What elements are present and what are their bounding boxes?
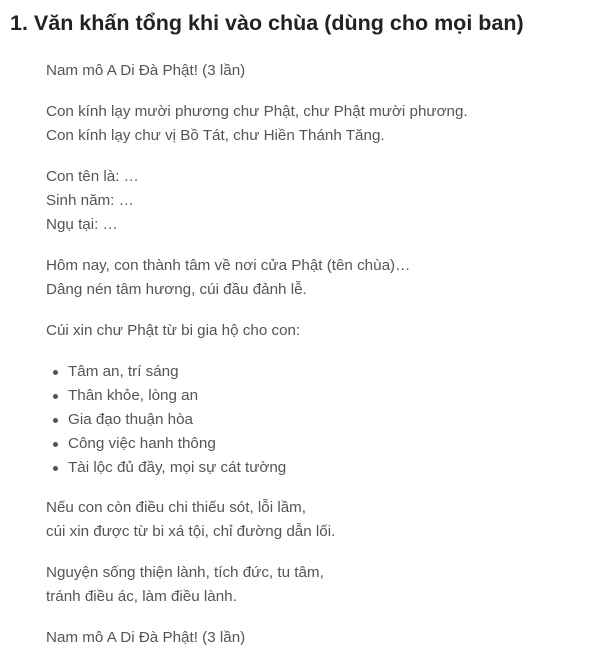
prayer-body	[46, 59, 576, 667]
today-line: Hôm nay, con thành tâm về nơi cửa Phật (tên chùa)…	[46, 257, 411, 274]
bullet-icon	[53, 370, 58, 375]
request-line: Cúi xin chư Phật từ bi gia hộ cho con:	[46, 322, 301, 339]
vow-line: Nguyện sống thiện lành, tích đức, tu tâm,	[46, 564, 324, 581]
bullet-icon	[53, 442, 58, 447]
respect-line: Con kính lạy mười phương chư Phật, chư Phật mười phương.	[46, 103, 468, 120]
wish-text: Công việc hanh thông	[68, 435, 216, 452]
forgiveness-line: Nếu con còn điều chi thiếu sót, lỗi lầm,	[46, 499, 307, 516]
wish-text: Gia đạo thuận hòa	[68, 411, 193, 428]
wish-text: Thân khỏe, lòng an	[68, 387, 199, 404]
list-item	[68, 432, 576, 456]
list-item	[68, 384, 576, 408]
page-title: 1. Văn khấn tổng khi vào chùa (dùng cho mọi ban)	[10, 11, 524, 35]
identity-paragraph	[46, 165, 576, 237]
request-paragraph	[46, 319, 576, 343]
today-line: Dâng nén tâm hương, cúi đầu đảnh lễ.	[46, 281, 307, 298]
identity-name-line: Con tên là: …	[46, 168, 139, 185]
today-paragraph	[46, 254, 576, 302]
list-item	[68, 408, 576, 432]
bullet-icon	[53, 466, 58, 471]
closing-line: Nam mô A Di Đà Phật! (3 lần)	[46, 629, 246, 646]
wish-text: Tâm an, trí sáng	[68, 363, 179, 380]
identity-address-line: Ngụ tại: …	[46, 216, 118, 233]
list-item	[68, 456, 576, 480]
respect-paragraph	[46, 100, 576, 148]
opening-line: Nam mô A Di Đà Phật! (3 lần)	[46, 62, 246, 79]
respect-line: Con kính lạy chư vị Bồ Tát, chư Hiền Thánh Tăng.	[46, 127, 385, 144]
opening-invocation	[46, 59, 576, 83]
bullet-icon	[53, 418, 58, 423]
list-item	[68, 360, 576, 384]
wishes-list	[46, 360, 576, 480]
forgiveness-line: cúi xin được từ bi xá tội, chỉ đường dẫn lối.	[46, 523, 336, 540]
closing-invocation	[46, 626, 576, 650]
identity-birth-year-line: Sinh năm: …	[46, 192, 134, 209]
bullet-icon	[53, 394, 58, 399]
forgiveness-paragraph	[46, 496, 576, 544]
wish-text: Tài lộc đủ đầy, mọi sự cát tường	[68, 459, 287, 476]
vow-paragraph	[46, 561, 576, 609]
vow-line: tránh điều ác, làm điều lành.	[46, 588, 237, 605]
